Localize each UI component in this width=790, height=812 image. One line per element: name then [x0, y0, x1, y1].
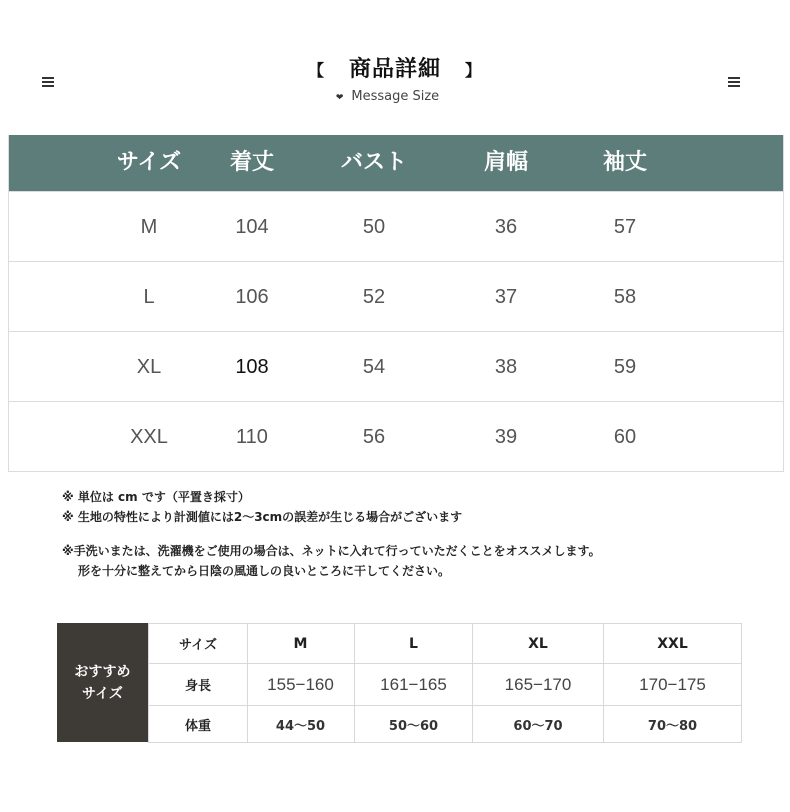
table-cell: 44～50: [247, 706, 355, 742]
rec-label-weight: 体重: [148, 706, 248, 742]
recommended-height-row: [148, 664, 742, 706]
rec-label-height: 身長: [148, 664, 248, 705]
recommended-size-label: [57, 623, 148, 742]
table-cell: XL: [136, 356, 162, 378]
table-cell: 54: [362, 356, 386, 378]
table-cell: 59: [613, 356, 637, 378]
col-header-shoulder: 肩幅: [483, 150, 528, 175]
table-cell: 50: [362, 216, 386, 238]
table-cell: L: [143, 286, 155, 308]
col-header-size: サイズ: [116, 150, 182, 175]
table-cell: 56: [362, 426, 386, 448]
title-bracket-left: 【: [307, 61, 325, 80]
table-cell: 104: [235, 216, 269, 238]
table-cell: 50～60: [355, 706, 473, 742]
table-cell: 108: [235, 356, 269, 378]
col-header-length: 着丈: [229, 150, 274, 175]
col-header-bust: バスト: [340, 150, 407, 175]
note-washing: ※手洗いまたは、洗濯機をご使用の場合は、ネットに入れて行っていただくことをオススメします。: [62, 544, 601, 558]
table-cell: M: [140, 216, 158, 238]
table-row: [9, 261, 783, 331]
table-row: [9, 401, 783, 471]
recommended-header-row: [148, 624, 742, 664]
rec-header-xxl: XXL: [604, 624, 742, 663]
subtitle: [0, 89, 775, 104]
table-cell: XXL: [130, 426, 168, 448]
recommended-weight-row: [148, 706, 742, 743]
table-cell: 70～80: [604, 706, 742, 742]
table-row: [9, 331, 783, 401]
heart-icon: ❤: [335, 93, 344, 103]
table-cell: 110: [236, 426, 268, 448]
table-cell: 36: [494, 216, 518, 238]
rec-header-l: L: [355, 624, 473, 663]
recommended-size-table: [57, 623, 742, 742]
table-cell: 165−170: [473, 664, 604, 705]
recommended-grid: [148, 623, 742, 743]
rec-header-m: M: [247, 624, 355, 663]
table-cell: 39: [494, 426, 518, 448]
page-title: [0, 52, 790, 83]
note-unit: ※ 単位は cm です（平置き採寸）: [62, 490, 250, 504]
note-drying: 形を十分に整えてから日陰の風通しの良いところに干してください。: [78, 564, 451, 578]
recommended-label-line2: サイズ: [82, 685, 123, 702]
table-row: [9, 191, 783, 261]
rec-header-xl: XL: [473, 624, 604, 663]
table-cell: 57: [613, 216, 637, 238]
table-cell: 170−175: [604, 664, 742, 705]
title-bracket-right: 】: [465, 61, 483, 80]
table-cell: 161−165: [355, 664, 473, 705]
table-cell: 155−160: [247, 664, 355, 705]
table-cell: 38: [494, 356, 518, 378]
care-notes: [62, 541, 601, 581]
table-cell: 58: [613, 286, 637, 308]
subtitle-text: Message Size: [351, 89, 440, 104]
table-cell: 60～70: [473, 706, 604, 742]
table-cell: 37: [494, 286, 518, 308]
note-tolerance: ※ 生地の特性により計測値には2〜3cmの誤差が生じる場合がございます: [62, 510, 463, 524]
rec-header-size: サイズ: [148, 624, 248, 663]
size-table-header: [9, 135, 783, 191]
table-cell: 106: [235, 286, 269, 308]
recommended-label-line1: おすすめ: [74, 663, 131, 680]
table-cell: 52: [362, 286, 386, 308]
col-header-sleeve: 袖丈: [602, 150, 647, 175]
title-text: 商品詳細: [348, 57, 441, 82]
size-table: [8, 135, 784, 472]
table-cell: 60: [613, 426, 637, 448]
measurement-notes: [62, 487, 462, 527]
